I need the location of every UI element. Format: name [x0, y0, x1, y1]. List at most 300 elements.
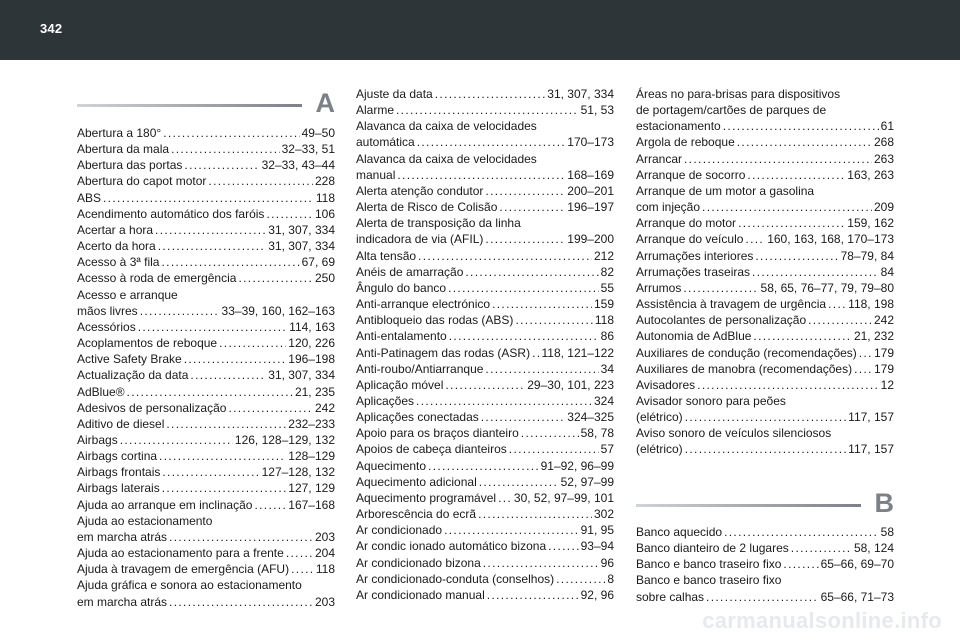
- index-entry-text: Alta tensão: [356, 248, 417, 263]
- page-reference: 168–169: [567, 167, 614, 182]
- dot-leader: [483, 555, 599, 571]
- dot-leader: [162, 480, 287, 496]
- index-entry: [636, 183, 894, 215]
- page-reference: 128–129: [288, 449, 335, 464]
- section-divider: [77, 104, 302, 107]
- index-entry-text: automática: [356, 135, 415, 150]
- index-entry-text: Ar condic ionado automático bizona: [356, 539, 547, 554]
- dot-leader: [158, 238, 267, 254]
- page-reference: 52, 97–99: [560, 474, 614, 489]
- index-entry-row: [636, 589, 894, 605]
- page-reference: 324–325: [567, 410, 614, 425]
- index-entry-row: [77, 190, 335, 206]
- index-entry: [636, 328, 894, 344]
- index-entry-row: [77, 125, 335, 141]
- index-entry: [636, 215, 894, 231]
- section-letter-b: B: [874, 488, 894, 518]
- dot-leader: [747, 167, 845, 183]
- dot-leader: [155, 222, 266, 238]
- dot-leader: [163, 125, 299, 141]
- index-entry-text: Anti-roubo/Antiarranque: [356, 361, 484, 376]
- index-entry-row: [356, 183, 614, 199]
- index-entry-text: Abertura do capot motor: [77, 174, 207, 189]
- index-entry-row: [356, 538, 614, 554]
- page-reference: 67, 69: [301, 255, 335, 270]
- page-reference: 159: [593, 297, 614, 312]
- dot-leader: [548, 538, 579, 554]
- index-entry-list: [636, 524, 894, 605]
- index-entry-row: [77, 480, 335, 496]
- page-reference: 199–200: [567, 232, 614, 247]
- dot-leader: [485, 231, 565, 247]
- page-reference: 49–50: [301, 126, 335, 140]
- index-entry-row: [636, 280, 894, 296]
- dot-leader: [492, 296, 592, 312]
- index-entry: [356, 555, 614, 571]
- dot-leader: [169, 529, 313, 545]
- index-entry-list: [77, 125, 335, 610]
- index-entry-row: [356, 490, 614, 506]
- index-entry-row: [636, 524, 894, 540]
- index-entry-text: Alarme: [356, 103, 395, 118]
- page-reference: 31, 307, 334: [268, 239, 335, 254]
- index-entry-row: [636, 264, 894, 280]
- index-entry-text: Banco e banco traseiro fixo: [636, 573, 782, 588]
- index-entry-text: Active Safety Brake: [77, 352, 182, 367]
- dot-leader: [396, 102, 579, 118]
- dot-leader: [465, 264, 598, 280]
- index-entry-text: Airbags cortina: [77, 449, 158, 464]
- index-entry-row: [77, 254, 335, 270]
- index-entry-row: [636, 361, 894, 377]
- dot-leader: [737, 134, 872, 150]
- page-reference: 324: [593, 393, 614, 408]
- index-entry: [356, 377, 614, 393]
- page-reference: 96: [600, 555, 614, 570]
- page-reference: 29–30, 101, 223: [527, 377, 614, 392]
- page-reference: 58, 124: [853, 541, 894, 556]
- index-entry-row: [77, 319, 335, 335]
- dot-leader: [683, 280, 758, 296]
- index-entry-row: [356, 458, 614, 474]
- dot-leader: [479, 474, 559, 490]
- dot-leader: [685, 441, 846, 457]
- index-entry-text: Ajuda ao estacionamento para a frente: [77, 546, 284, 561]
- dot-leader: [854, 361, 872, 377]
- page-reference: 12: [880, 377, 894, 392]
- index-entry-text: Anéis de amarração: [356, 264, 464, 279]
- index-entry-text: Anti-entalamento: [356, 329, 447, 344]
- index-entry-row: [356, 280, 614, 296]
- dot-leader: [103, 190, 314, 206]
- section-header-a: [77, 88, 335, 128]
- index-entry-text: Aquecimento: [356, 458, 427, 473]
- dot-leader: [190, 367, 266, 383]
- dot-leader: [184, 351, 287, 367]
- dot-leader: [219, 335, 286, 351]
- page-reference: 179: [873, 345, 894, 360]
- index-entry: [356, 458, 614, 474]
- index-entry-row: [77, 157, 335, 173]
- dot-leader: [169, 594, 313, 610]
- index-entry-text: Aviso sonoro de veículos silenciosos: [636, 426, 832, 441]
- index-entry-text: mãos livres: [77, 303, 138, 318]
- index-entry-row: [356, 345, 614, 361]
- index-entry-row: [356, 134, 614, 150]
- page-reference: 32–33, 51: [281, 142, 335, 157]
- index-entry: [636, 86, 894, 134]
- index-entry: [77, 351, 335, 367]
- dot-leader: [706, 589, 819, 605]
- index-entry: [636, 312, 894, 328]
- page-reference: 34: [600, 361, 614, 376]
- index-entry: [356, 328, 614, 344]
- index-entry-text: Ar condicionado-conduta (conselhos): [356, 571, 555, 586]
- index-entry-row: [77, 416, 335, 432]
- dot-leader: [532, 345, 539, 361]
- index-entry-text: Arrancar: [636, 151, 683, 166]
- index-entry-text: indicadora de via (AFIL): [356, 232, 484, 247]
- index-entry: [356, 522, 614, 538]
- index-entry-text: sobre calhas: [636, 589, 705, 604]
- index-entry-row: [356, 425, 614, 441]
- index-entry-text: Auxiliares de condução (recomendações): [636, 345, 857, 360]
- index-entry-text: Arranque de um motor a gasolina: [636, 183, 815, 198]
- dot-leader: [685, 409, 846, 425]
- dot-leader: [397, 167, 565, 183]
- index-entry-row: [356, 571, 614, 587]
- page-reference: 91, 95: [580, 523, 614, 538]
- index-entry-row: [636, 409, 894, 425]
- dot-leader: [162, 464, 259, 480]
- page-reference: 114, 163: [289, 319, 335, 334]
- index-entry-text: Avisador sonoro para peões: [636, 393, 786, 408]
- dot-leader: [127, 384, 293, 400]
- index-entry: [636, 248, 894, 264]
- index-entry-text: ABS: [77, 190, 102, 205]
- index-entry: [636, 134, 894, 150]
- index-entry: [77, 545, 335, 561]
- index-entry-row: [77, 367, 335, 383]
- page-reference: 78–79, 84: [840, 248, 894, 263]
- index-entry: [356, 264, 614, 280]
- index-entry-row: [356, 199, 614, 215]
- index-entry: [356, 361, 614, 377]
- index-entry: [356, 215, 614, 247]
- index-entry-text: Airbags frontais: [77, 465, 161, 480]
- dot-leader: [159, 448, 286, 464]
- index-entry: [77, 254, 335, 270]
- index-entry-row: [636, 167, 894, 183]
- index-entry-text: Aditivo de diesel: [77, 416, 165, 431]
- index-entry-row: [356, 296, 614, 312]
- section-header-b: [636, 488, 894, 528]
- index-entry-text: Banco e banco traseiro fixo: [636, 557, 782, 572]
- index-entry-text: estacionamento: [636, 119, 721, 134]
- index-entry-text: Acendimento automático dos faróis: [77, 206, 265, 221]
- index-entry: [356, 102, 614, 118]
- index-entry-text: Aplicação móvel: [356, 377, 444, 392]
- index-entry-text: Arrumações interiores: [636, 248, 754, 263]
- page-reference: 31, 307, 334: [547, 87, 614, 101]
- index-entry-text: Ajuda gráfica e sonora ao estacionamento: [77, 578, 302, 593]
- index-entry-text: Alerta atenção condutor: [356, 183, 484, 198]
- index-entry-text: Airbags: [77, 432, 118, 447]
- index-entry: [356, 571, 614, 587]
- page-reference: 196–198: [288, 352, 335, 367]
- index-entry-row: [77, 432, 335, 448]
- dot-leader: [286, 545, 313, 561]
- index-entry-text: Autonomia de AdBlue: [636, 329, 752, 344]
- index-entry: [356, 312, 614, 328]
- page-reference: 86: [600, 329, 614, 344]
- dot-leader: [724, 524, 879, 540]
- index-entry-text: em marcha atrás: [77, 594, 168, 609]
- page-reference: 30, 52, 97–99, 101: [513, 490, 614, 505]
- page-reference: 200–201: [567, 183, 614, 198]
- index-entry-row: [356, 248, 614, 264]
- dot-leader: [448, 280, 599, 296]
- dot-leader: [723, 118, 879, 134]
- index-entry-text: Antibloqueio das rodas (ABS): [356, 313, 514, 328]
- index-entry-text: Áreas no para-brisas para dispositivos: [636, 87, 841, 101]
- index-entry-text: Aquecimento adicional: [356, 474, 477, 489]
- index-entry: [356, 183, 614, 199]
- index-entry: [356, 199, 614, 215]
- page-reference: 61: [880, 119, 894, 134]
- page-reference: 51, 53: [580, 103, 614, 118]
- index-entry: [636, 264, 894, 280]
- page-reference: 91–92, 96–99: [540, 458, 614, 473]
- index-entry-row: [77, 545, 335, 561]
- index-entry-text: Apoio para os braços dianteiro: [356, 426, 519, 441]
- index-entry: [77, 157, 335, 173]
- index-entry-text: Ar condicionado bizona: [356, 555, 481, 570]
- index-entry: [77, 497, 335, 513]
- index-entry-row: [356, 231, 614, 247]
- index-entry-text: Airbags laterais: [77, 481, 160, 496]
- page-reference: 118: [594, 313, 614, 328]
- index-entry-row: [77, 384, 335, 400]
- index-entry-text: Acertar a hora: [77, 222, 154, 237]
- page-reference: 212: [593, 248, 614, 263]
- index-entry-list: [356, 86, 614, 603]
- index-entry: [77, 367, 335, 383]
- dot-leader: [684, 151, 872, 167]
- index-entry-row: [77, 173, 335, 189]
- page-reference: 179: [873, 361, 894, 376]
- page-reference: 170–173: [567, 135, 614, 150]
- page-reference: 196–197: [567, 200, 614, 215]
- index-entry: [77, 513, 335, 545]
- index-entry-row: [77, 335, 335, 351]
- dot-leader: [738, 215, 845, 231]
- page-reference: 93–94: [580, 539, 614, 554]
- index-entry-text: Adesivos de personalização: [77, 400, 227, 415]
- index-entry-text: Acessórios: [77, 319, 136, 334]
- index-entry: [356, 393, 614, 409]
- index-entry-text: Ângulo do banco: [356, 280, 447, 295]
- page-reference: 209: [873, 200, 894, 215]
- index-entry: [356, 506, 614, 522]
- dot-leader: [445, 377, 525, 393]
- index-entry-row: [636, 134, 894, 150]
- index-entry-text: de portagem/cartões de parques de: [636, 103, 827, 118]
- index-entry-text: Argola de reboque: [636, 135, 735, 150]
- dot-leader: [171, 141, 280, 157]
- index-entry: [77, 432, 335, 448]
- index-entry: [77, 222, 335, 238]
- index-entry-row: [356, 522, 614, 538]
- dot-leader: [808, 312, 872, 328]
- index-entry: [77, 416, 335, 432]
- index-entry-row: [356, 328, 614, 344]
- index-entry-text: Arranque de socorro: [636, 167, 746, 182]
- index-entry-row: [636, 248, 894, 264]
- dot-leader: [418, 248, 592, 264]
- index-entry-text: Alavanca da caixa de velocidades: [356, 119, 537, 134]
- index-entry: [77, 206, 335, 222]
- index-entry: [636, 280, 894, 296]
- index-entry-text: Ajuste da data: [356, 87, 433, 101]
- index-entry: [77, 561, 335, 577]
- index-entry: [356, 490, 614, 506]
- page-reference: 120, 226: [288, 336, 335, 351]
- page-reference: 203: [314, 594, 335, 609]
- index-entry-row: [636, 151, 894, 167]
- index-entry-row: [636, 296, 894, 312]
- dot-leader: [184, 157, 259, 173]
- index-entry-text: AdBlue®: [77, 384, 125, 399]
- index-entry-row: [77, 206, 335, 222]
- page-reference: 204: [314, 546, 335, 561]
- index-entry-row: [77, 351, 335, 367]
- dot-leader: [828, 296, 846, 312]
- index-entry: [356, 538, 614, 554]
- index-entry-text: Acesso à roda de emergência: [77, 271, 237, 286]
- page-reference: 58, 78: [580, 426, 614, 441]
- index-entry-row: [356, 377, 614, 393]
- index-entry-text: Auxiliares de manobra (recomendações): [636, 361, 853, 376]
- dot-leader: [161, 254, 299, 270]
- index-entry-text: Alavanca da caixa de velocidades: [356, 151, 537, 166]
- index-entry-text: Anti-arranque electrónico: [356, 297, 491, 312]
- dot-leader: [291, 561, 314, 577]
- page-reference: 118, 121–122: [541, 345, 614, 360]
- page-reference: 228: [314, 174, 335, 189]
- index-entry-row: [77, 141, 335, 157]
- index-entry: [77, 270, 335, 286]
- index-entry-row: [636, 556, 894, 572]
- index-entry-text: Ar condicionado: [356, 523, 443, 538]
- index-entry: [77, 335, 335, 351]
- dot-leader: [478, 506, 592, 522]
- page-reference: 106: [314, 206, 335, 221]
- index-entry-row: [77, 270, 335, 286]
- dot-leader: [208, 173, 313, 189]
- dot-leader: [498, 490, 512, 506]
- page-number: 342: [40, 21, 63, 36]
- index-entry-row: [77, 594, 335, 610]
- dot-leader: [859, 345, 872, 361]
- index-entry-text: Alerta de Risco de Colisão: [356, 200, 498, 215]
- index-entry-row: [636, 328, 894, 344]
- index-entry: [356, 248, 614, 264]
- page-reference: 117, 157: [848, 410, 894, 425]
- index-entry-text: Actualização da data: [77, 368, 189, 383]
- dot-leader: [254, 497, 286, 513]
- index-entry-row: [77, 400, 335, 416]
- index-entry: [77, 400, 335, 416]
- dot-leader: [166, 416, 286, 432]
- index-entry-row: [636, 540, 894, 556]
- index-entry: [77, 319, 335, 335]
- index-entry-text: Abertura da mala: [77, 142, 170, 157]
- index-entry-text: Ajuda ao estacionamento: [77, 513, 213, 528]
- section-divider: [636, 504, 861, 507]
- dot-leader: [485, 183, 565, 199]
- index-entry-text: Acesso e arranque: [77, 287, 178, 302]
- page-reference: 84: [880, 264, 894, 279]
- index-entry-row: [356, 86, 614, 102]
- index-entry-row: [356, 555, 614, 571]
- index-entry: [636, 524, 894, 540]
- index-entry: [636, 151, 894, 167]
- index-entry-row: [636, 312, 894, 328]
- index-entry-row: [77, 222, 335, 238]
- index-entry-text: Arrumações traseiras: [636, 264, 751, 279]
- index-entry: [77, 464, 335, 480]
- index-entry-row: [77, 238, 335, 254]
- index-entry-text: Acesso à 3ª fila: [77, 255, 160, 270]
- page-reference: 268: [873, 135, 894, 150]
- page-reference: 31, 307, 334: [268, 222, 335, 237]
- index-entry: [77, 287, 335, 319]
- index-entry: [356, 587, 614, 603]
- index-entry: [356, 280, 614, 296]
- dot-leader: [481, 409, 566, 425]
- page-reference: 118, 198: [848, 297, 894, 312]
- index-entry: [636, 556, 894, 572]
- index-entry-text: (elétrico): [636, 442, 683, 457]
- index-entry-text: Banco dianteiro de 2 lugares: [636, 541, 789, 556]
- index-entry-row: [356, 393, 614, 409]
- index-entry-row: [636, 231, 894, 247]
- page-reference: 32–33, 43–44: [261, 158, 335, 173]
- page-reference: 118: [315, 190, 335, 205]
- index-entry-text: Anti-Patinagem das rodas (ASR): [356, 345, 531, 360]
- page-reference: 92, 96: [580, 587, 614, 602]
- dot-leader: [435, 86, 546, 102]
- dot-leader: [428, 458, 539, 474]
- index-entry: [356, 86, 614, 102]
- index-entry: [356, 345, 614, 361]
- index-entry: [636, 361, 894, 377]
- dot-leader: [266, 206, 313, 222]
- page-reference: 58: [880, 525, 894, 539]
- page-reference: 58, 65, 76–77, 79, 79–80: [760, 280, 894, 295]
- page-reference: 33–39, 160, 162–163: [221, 303, 335, 318]
- page-header-band: [0, 0, 960, 60]
- dot-leader: [556, 571, 605, 587]
- page-reference: 117, 157: [848, 442, 894, 457]
- index-entry: [356, 409, 614, 425]
- page-reference: 250: [314, 271, 335, 286]
- index-entry-row: [356, 361, 614, 377]
- index-entry-row: [356, 474, 614, 490]
- index-entry: [77, 448, 335, 464]
- index-entry: [77, 173, 335, 189]
